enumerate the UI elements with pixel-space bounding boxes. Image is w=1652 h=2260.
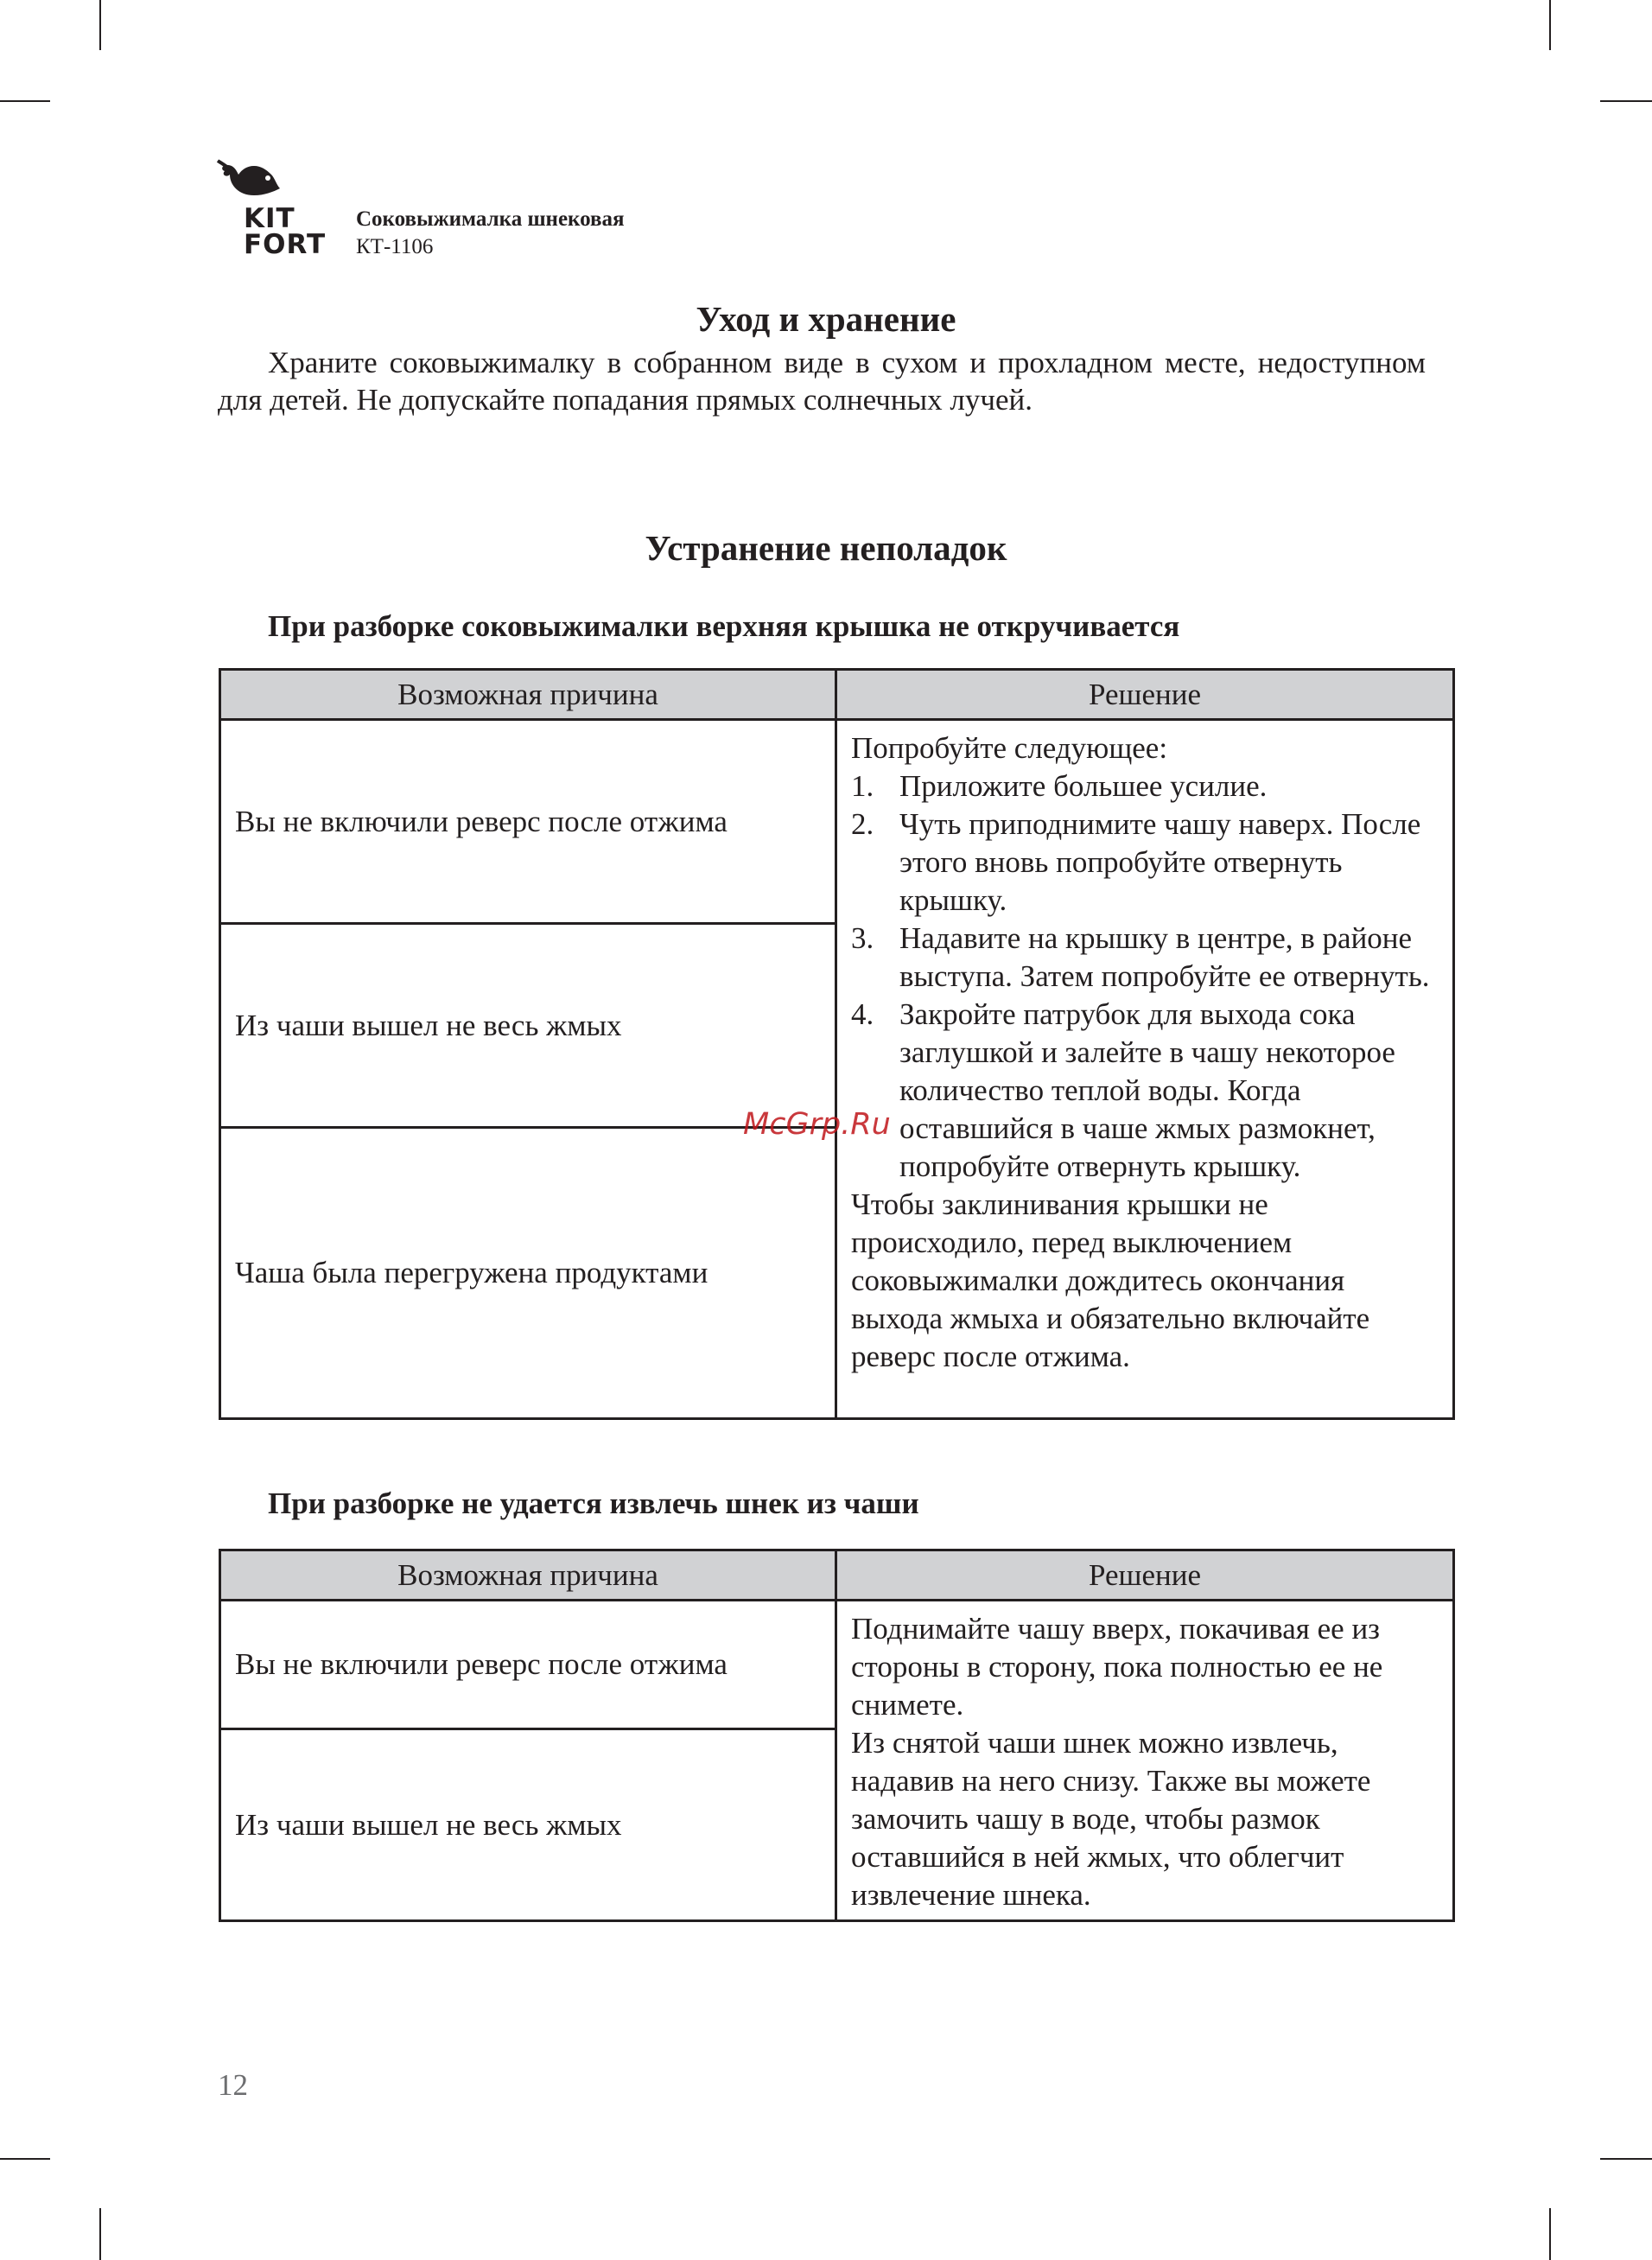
- crop-mark: [1600, 100, 1652, 102]
- solution-intro: Попробуйте следующее:: [851, 731, 1168, 765]
- care-text: Храните соковыжималку в собранном виде в сухом и прохладном месте, недоступном для детей. Не допускайте попадания прямых солнечных лучей.: [218, 346, 1426, 417]
- solution-cell: [836, 1601, 1454, 1921]
- table2-heading: При разборке не удается извлечь шнек из чаши: [268, 1487, 919, 1520]
- solution-note: Чтобы заклинивания крышки не происходило, перед выключением соковыжималки дождитесь окончания выхода жмыха и обязательно включайте реверс после отжима.: [851, 1187, 1370, 1373]
- product-name: Соковыжималка шнековая: [356, 207, 625, 231]
- table1-heading: При разборке соковыжималки верхняя крышка не откручивается: [268, 609, 1180, 643]
- solution-step: 2. Чуть приподнимите чашу наверх. После этого вновь попробуйте отвернуть крышку.: [851, 807, 1421, 917]
- column-header-solution: Решение: [836, 1550, 1454, 1601]
- solution-cell: [836, 720, 1454, 1419]
- crop-mark: [0, 2158, 50, 2160]
- crop-mark: [1549, 0, 1551, 50]
- product-model: КТ-1106: [356, 235, 434, 258]
- column-header-cause: Возможная причина: [220, 670, 836, 720]
- cause-cell: Вы не включили реверс после отжима: [220, 720, 836, 924]
- solution-step: 4. Закройте патрубок для выхода сока заглушкой и залейте в чашу некоторое количество теплой воды. Когда оставшийся в чаше жмых размокнет, попробуйте отвернуть крышку.: [851, 997, 1395, 1183]
- brand-name: KIT FORT: [244, 203, 327, 260]
- troubleshooting-title: Устранение неполадок: [645, 528, 1007, 568]
- cause-cell: Из чаши вышел не весь жмых: [220, 924, 836, 1128]
- solution-paragraph: Из снятой чаши шнек можно извлечь, надавив на него снизу. Также вы можете замочить чашу в воде, чтобы размок оставшийся в ней жмых, что облегчит извлечение шнека.: [851, 1726, 1371, 1912]
- page-number: 12: [218, 2068, 248, 2102]
- solution-step: 3. Надавите на крышку в центре, в районе выступа. Затем попробуйте ее отвернуть.: [851, 921, 1430, 993]
- watermark: McGrp.Ru: [743, 1107, 891, 1142]
- troubleshooting-table-lid: [219, 668, 1455, 1420]
- crop-mark: [99, 2208, 101, 2260]
- whale-icon: [216, 157, 285, 206]
- cause-cell: Чаша была перегружена продуктами: [220, 1128, 836, 1419]
- solution-paragraph: Поднимайте чашу вверх, покачивая ее из стороны в сторону, пока полностью ее не снимете.: [851, 1612, 1383, 1722]
- cause-cell: Вы не включили реверс после отжима: [220, 1601, 836, 1729]
- crop-mark: [1600, 2158, 1652, 2160]
- crop-mark: [99, 0, 101, 50]
- column-header-solution: Решение: [836, 670, 1454, 720]
- solution-step: 1. Приложите большее усилие.: [851, 769, 1268, 803]
- crop-mark: [0, 100, 50, 102]
- crop-mark: [1549, 2208, 1551, 2260]
- column-header-cause: Возможная причина: [220, 1550, 836, 1601]
- care-title: Уход и хранение: [696, 299, 956, 339]
- solution-steps: [851, 767, 1439, 1186]
- cause-cell: Из чаши вышел не весь жмых: [220, 1729, 836, 1921]
- troubleshooting-table-auger: [219, 1549, 1455, 1922]
- kitfort-logo: [216, 157, 328, 265]
